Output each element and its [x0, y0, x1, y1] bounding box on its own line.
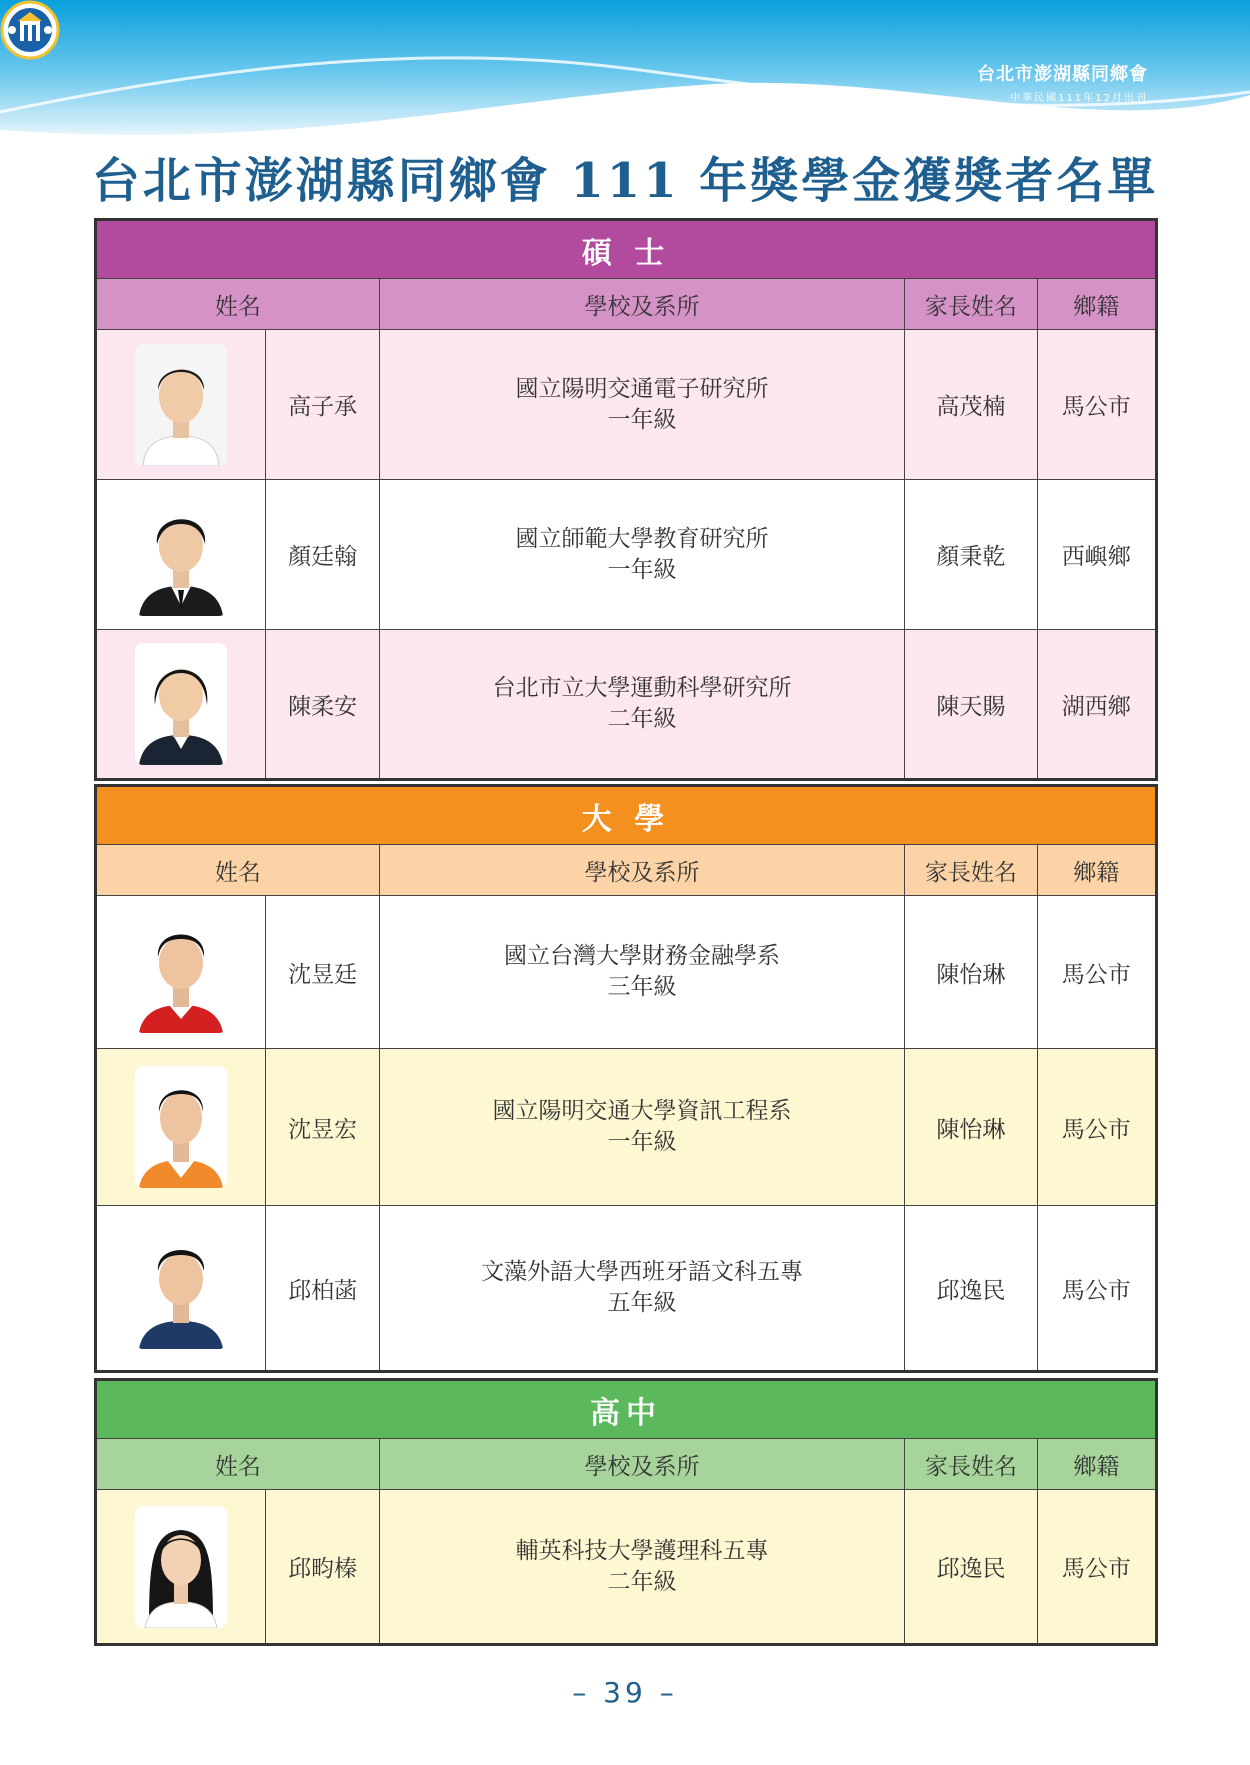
student-name: 陳柔安 — [266, 630, 379, 780]
table-row — [96, 1049, 1157, 1206]
grade: 二年級 — [607, 1568, 677, 1595]
school-name: 國立師範大學教育研究所 — [515, 525, 769, 552]
parent-name: 陳天賜 — [905, 630, 1037, 780]
hometown: 馬公市 — [1037, 896, 1156, 1049]
school-name: 文藻外語大學西班牙語文科五專 — [481, 1259, 803, 1285]
grade: 一年級 — [607, 556, 677, 583]
column-header-hometown: 鄉籍 — [1037, 845, 1156, 896]
school-name: 國立陽明交通電子研究所 — [515, 375, 769, 402]
school-cell — [379, 896, 904, 1049]
parent-name: 顏秉乾 — [905, 480, 1037, 630]
hometown: 馬公市 — [1037, 1490, 1156, 1645]
school-cell — [379, 1049, 904, 1206]
org-name: 台北市澎湖縣同鄉會 — [977, 64, 1148, 85]
student-name: 高子承 — [266, 330, 379, 480]
student-name: 沈昱廷 — [266, 896, 379, 1049]
student-portrait-icon — [135, 1227, 227, 1349]
student-photo — [96, 630, 266, 780]
school-cell — [379, 1490, 904, 1645]
association-logo-icon — [0, 0, 60, 60]
student-portrait-icon — [135, 643, 227, 765]
hometown: 西嶼鄉 — [1037, 480, 1156, 630]
school-name: 國立陽明交通大學資訊工程系 — [492, 1098, 792, 1124]
page-title: 台北市澎湖縣同鄉會 111 年獎學金獲獎者名單 — [91, 153, 1159, 209]
section-band: 高中 — [96, 1380, 1157, 1439]
page-number: – 39 – — [572, 1676, 678, 1709]
school-cell — [379, 330, 904, 480]
section-band: 大 學 — [96, 786, 1157, 845]
hometown: 馬公市 — [1037, 330, 1156, 480]
column-header-name: 姓名 — [96, 845, 380, 896]
table-row — [96, 480, 1157, 630]
school-name: 國立台灣大學財務金融學系 — [504, 943, 780, 969]
student-name: 顏廷翰 — [266, 480, 379, 630]
student-photo — [96, 1490, 266, 1645]
school-cell — [379, 1206, 904, 1372]
hometown: 馬公市 — [1037, 1049, 1156, 1206]
student-name: 邱畇榛 — [266, 1490, 379, 1645]
student-photo — [96, 1049, 266, 1206]
school-cell — [379, 630, 904, 780]
table-row — [96, 1206, 1157, 1372]
student-photo — [96, 896, 266, 1049]
publish-date: 中華民國111年12月出刊 — [1010, 93, 1148, 104]
grade: 三年級 — [607, 974, 677, 1000]
masters-section-table — [94, 218, 1158, 781]
section-band: 碩 士 — [96, 220, 1157, 279]
student-photo — [96, 330, 266, 480]
table-row — [96, 330, 1157, 480]
column-header-parent: 家長姓名 — [905, 1439, 1037, 1490]
student-portrait-icon — [135, 494, 227, 616]
student-portrait-icon — [135, 1506, 227, 1628]
column-header-school: 學校及系所 — [379, 279, 904, 330]
column-header-school: 學校及系所 — [379, 1439, 904, 1490]
parent-name: 陳怡琳 — [905, 1049, 1037, 1206]
column-header-parent: 家長姓名 — [905, 279, 1037, 330]
student-photo — [96, 480, 266, 630]
student-portrait-icon — [135, 1066, 227, 1188]
column-header-hometown: 鄉籍 — [1037, 279, 1156, 330]
high-school-section-table — [94, 1378, 1158, 1646]
student-name: 沈昱宏 — [266, 1049, 379, 1206]
university-section-table — [94, 784, 1158, 1373]
school-name: 台北市立大學運動科學研究所 — [492, 675, 792, 701]
grade: 一年級 — [607, 406, 677, 433]
column-header-name: 姓名 — [96, 279, 380, 330]
hometown: 湖西鄉 — [1037, 630, 1156, 780]
student-portrait-icon — [135, 911, 227, 1033]
parent-name: 邱逸民 — [905, 1490, 1037, 1645]
table-row — [96, 1490, 1157, 1645]
table-row — [96, 630, 1157, 780]
page-header — [0, 0, 1250, 150]
grade: 二年級 — [607, 706, 677, 732]
column-header-name: 姓名 — [96, 1439, 380, 1490]
hometown: 馬公市 — [1037, 1206, 1156, 1372]
column-header-parent: 家長姓名 — [905, 845, 1037, 896]
student-portrait-icon — [135, 344, 227, 466]
table-row — [96, 896, 1157, 1049]
grade: 五年級 — [607, 1290, 677, 1316]
parent-name: 高茂楠 — [905, 330, 1037, 480]
school-cell — [379, 480, 904, 630]
grade: 一年級 — [607, 1129, 677, 1155]
school-name: 輔英科技大學護理科五專 — [515, 1537, 769, 1564]
student-name: 邱柏菡 — [266, 1206, 379, 1372]
column-header-school: 學校及系所 — [379, 845, 904, 896]
parent-name: 陳怡琳 — [905, 896, 1037, 1049]
student-photo — [96, 1206, 266, 1372]
column-header-hometown: 鄉籍 — [1037, 1439, 1156, 1490]
parent-name: 邱逸民 — [905, 1206, 1037, 1372]
